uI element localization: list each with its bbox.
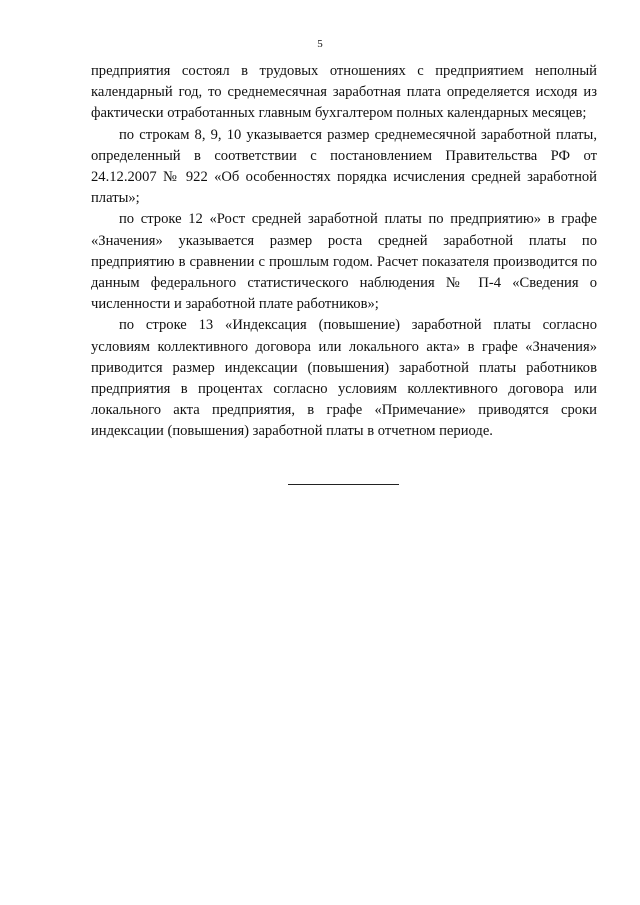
paragraph-rows-8-9-10: по строкам 8, 9, 10 указывается размер среднемесячной заработной платы, определенный в соответствии с постановлением Правительства РФ от 24.12.2007 № 922 «Об особенностях порядка исчисления средней заработной платы»; xyxy=(91,126,597,207)
paragraph-row-12: по строке 12 «Рост средней заработной платы по предприятию» в графе «Значения» указывается размер роста средней заработной платы по предприятию в сравнении с прошлым годом. Расчет показателя производится по данным федерального статистического наблюдения № П-4 «Сведения о численности и заработной плате работников»; xyxy=(91,211,597,313)
paragraph-continuation: предприятия состоял в трудовых отношениях с предприятием неполный календарный год, то среднемесячная заработная плата определяется исходя из фактически отработанных главным бухгалтером полных календарных месяцев; xyxy=(91,63,597,122)
end-of-document-line xyxy=(288,484,399,485)
document-body xyxy=(91,61,597,443)
paragraph-row-13: по строке 13 «Индексация (повышение) заработной платы согласно условиям коллективного договора или локального акта» в графе «Значения» приводится размер индексации (повышения) заработной платы работников предприятия в процентах согласно условиям коллективного договора или локального акта предприятия, в графе «Примечание» приводятся сроки индексации (повышения) заработной платы в отчетном периоде. xyxy=(91,317,597,440)
page-number: 5 xyxy=(317,38,323,50)
